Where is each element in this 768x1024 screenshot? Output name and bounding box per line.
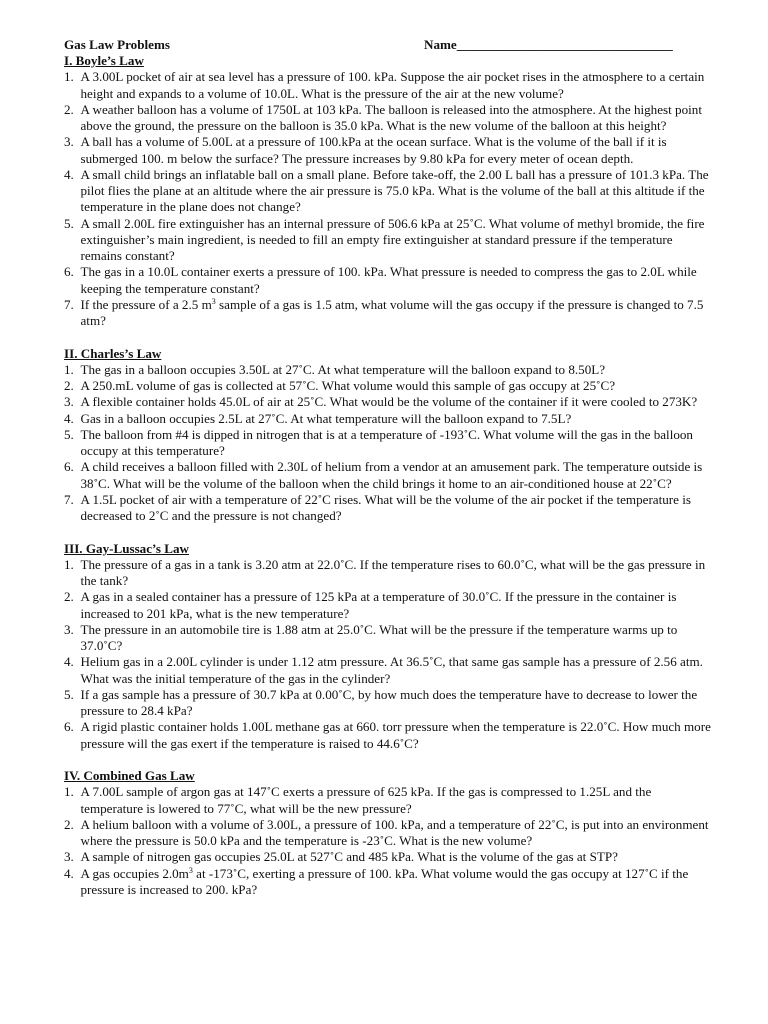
problem-item	[64, 622, 714, 655]
problem-number: 4.	[64, 410, 74, 426]
problem-number: 2.	[64, 589, 74, 605]
problem-text: A flexible container holds 45.0L of air at 25˚C. What would be the volume of the container if it were cooled to 273K?	[80, 394, 698, 410]
problem-item	[64, 784, 714, 817]
problem-number: 3.	[64, 134, 74, 150]
problem-text: Gas in a balloon occupies 2.5L at 27˚C. At what temperature will the balloon expand to 7.5L?	[80, 410, 572, 426]
problem-number: 4.	[64, 166, 74, 182]
section-heading: IV. Combined Gas Law	[64, 768, 195, 783]
problem-text: If a gas sample has a pressure of 30.7 kPa at 0.00˚C, by how much does the temperature have to decrease to lower the pressure to 28.4 kPa?	[80, 686, 698, 718]
exponent: 3	[211, 296, 216, 306]
problem-sections	[64, 53, 714, 898]
problem-text: A rigid plastic container holds 1.00L methane gas at 660. torr pressure when the temperature is 22.0˚C. How much more pressure will the gas exert if the temperature is raised to 44.6˚C?	[80, 719, 711, 751]
problem-item	[64, 394, 714, 410]
problem-item	[64, 557, 714, 590]
problem-list	[64, 557, 714, 752]
problem-number: 1.	[64, 784, 74, 800]
problem-text: A ball has a volume of 5.00L at a pressure of 100.kPa at the ocean surface. What is the volume of the ball if it is submerged 100. m below the surface? The pressure increases by 9.80 kPa for every meter of ocean depth.	[80, 134, 667, 166]
problem-text: A 3.00L pocket of air at sea level has a pressure of 100. kPa. Suppose the air pocket rises in the atmosphere to a certain height and expands to a volume of 10.0L. What is the pressure of the air at the new volume?	[80, 69, 705, 101]
problem-text: A small child brings an inflatable ball on a small plane. Before take-off, the 2.00 L ball has a pressure of 101.3 kPa. The pilot flies the plane at an altitude where the air pressure is 75.0 kPa. What is the volume of the ball at this altitude if the temperature in the plane does not change?	[80, 166, 709, 215]
problem-item	[64, 459, 714, 492]
problem-item	[64, 378, 714, 394]
problem-item	[64, 817, 714, 850]
problem-number: 2.	[64, 378, 74, 393]
problem-text	[81, 297, 715, 330]
problem-number: 3.	[64, 621, 74, 637]
problem-text: The pressure in an automobile tire is 1.88 atm at 25.0˚C. What will be the pressure if the temperature warms up to 37.0˚C?	[80, 621, 678, 653]
problem-item	[64, 427, 714, 460]
problem-text	[81, 866, 715, 899]
problem-number: 4.	[64, 654, 74, 670]
problem-item	[64, 411, 714, 427]
problem-item	[64, 134, 714, 167]
problem-item	[64, 167, 714, 216]
problem-number: 6.	[64, 264, 74, 280]
section-boyles-law	[64, 53, 714, 329]
problem-item	[64, 866, 714, 899]
name-field: Name_________________________________	[424, 37, 673, 52]
problem-text: A small 2.00L fire extinguisher has an internal pressure of 506.6 kPa at 25˚C. What volume of methyl bromide, the fire extinguisher’s main ingredient, is needed to fill an empty fire extinguisher at standard pressure if the temperature remains constant?	[80, 215, 705, 263]
problem-item	[64, 719, 714, 752]
problem-number: 1.	[64, 361, 74, 377]
section-heading: I. Boyle’s Law	[64, 53, 144, 68]
problem-text: A weather balloon has a volume of 1750L at 103 kPa. The balloon is released into the atmosphere. At the highest point above the ground, the pressure on the balloon is 35.0 kPa. What is the new volume of the balloon at this height?	[80, 101, 702, 133]
problem-text: A helium balloon with a volume of 3.00L, a pressure of 100. kPa, and a temperature of 22˚C, is put into an environment where the pressure is 50.0 kPa and the temperature is -23˚C. What is the new volume?	[80, 816, 709, 848]
problem-item	[64, 492, 714, 525]
problem-item	[64, 687, 714, 720]
problem-text: A child receives a balloon filled with 2.30L of helium from a vendor at an amusement park. The temperature outside is 38˚C. What will be the volume of the balloon when the child brings it home to an air-conditioned house at 22˚C?	[80, 459, 703, 491]
section-heading: II. Charles’s Law	[64, 345, 162, 361]
problem-text: Helium gas in a 2.00L cylinder is under 1.12 atm pressure. At 36.5˚C, that same gas sample has a pressure of 2.56 atm. What was the initial temperature of the gas in the cylinder?	[80, 654, 703, 686]
problem-item	[64, 297, 714, 330]
problem-text-part: at -173˚C, exerting a pressure of 100. kPa. What volume would the gas occupy at 127˚C if the pressure is increased to 200. kPa?	[80, 865, 689, 897]
problem-item	[64, 589, 714, 622]
section-heading: III. Gay-Lussac’s Law	[64, 540, 190, 556]
problem-number: 7.	[64, 491, 74, 507]
problem-text: A 7.00L sample of argon gas at 147˚C exerts a pressure of 625 kPa. If the gas is compressed to 1.25L and the temperature is lowered to 77˚C, what will be the new pressure?	[80, 784, 652, 816]
problem-item	[64, 102, 714, 135]
problem-number: 6.	[64, 719, 74, 735]
problem-number: 1.	[64, 69, 74, 85]
problem-text: A 1.5L pocket of air with a temperature of 22˚C rises. What will be the volume of the air pocket if the temperature is decreased to 2˚C and the pressure is not changed?	[80, 491, 691, 523]
problem-list	[64, 362, 714, 525]
problem-text-part: sample of a gas is 1.5 atm, what volume will the gas occupy if the pressure is changed to 7.5 atm?	[80, 296, 704, 328]
problem-item	[64, 654, 714, 687]
problem-text: The pressure of a gas in a tank is 3.20 atm at 22.0˚C. If the temperature rises to 60.0˚C, what will be the gas pressure in the tank?	[80, 556, 706, 588]
worksheet-title: Gas Law Problems	[64, 37, 170, 52]
section-combined-gas-law	[64, 768, 714, 898]
problem-number: 5.	[64, 686, 74, 702]
problem-text: A gas in a sealed container has a pressure of 125 kPa at a temperature of 30.0˚C. If the pressure in the container is increased to 201 kPa, what is the new temperature?	[80, 589, 677, 621]
problem-text-part: A gas occupies 2.0m	[80, 865, 189, 881]
problem-text: A sample of nitrogen gas occupies 25.0L at 527˚C and 485 kPa. What is the volume of the gas at STP?	[80, 849, 618, 865]
problem-list	[64, 784, 714, 898]
exponent: 3	[188, 865, 193, 875]
problem-item	[64, 849, 714, 865]
problem-number: 6.	[64, 459, 74, 475]
problem-text: The balloon from #4 is dipped in nitrogen that is at a temperature of -193˚C. What volume will the gas in the balloon occupy at this temperature?	[80, 426, 693, 458]
problem-number: 3.	[64, 849, 74, 865]
problem-text: The gas in a 10.0L container exerts a pressure of 100. kPa. What pressure is needed to compress the gas to 2.0L while keeping the temperature constant?	[80, 264, 697, 296]
problem-number: 4.	[64, 865, 74, 881]
problem-text: A 250.mL volume of gas is collected at 57˚C. What volume would this sample of gas occupy at 25˚C?	[80, 378, 616, 393]
problem-list	[64, 69, 714, 329]
problem-text-part: If the pressure of a 2.5 m	[80, 296, 212, 312]
problem-item	[64, 69, 714, 102]
problem-item	[64, 362, 714, 378]
problem-number: 3.	[64, 394, 74, 410]
problem-number: 5.	[64, 426, 74, 442]
section-gay-lussacs-law	[64, 541, 714, 752]
problem-number: 2.	[64, 101, 74, 117]
problem-item	[64, 216, 714, 265]
problem-number: 2.	[64, 816, 74, 832]
problem-number: 7.	[64, 296, 74, 312]
section-charles-law	[64, 346, 714, 525]
problem-text: The gas in a balloon occupies 3.50L at 27˚C. At what temperature will the balloon expand to 8.50L?	[80, 361, 606, 377]
problem-number: 5.	[64, 215, 74, 231]
problem-item	[64, 264, 714, 297]
problem-number: 1.	[64, 556, 74, 572]
